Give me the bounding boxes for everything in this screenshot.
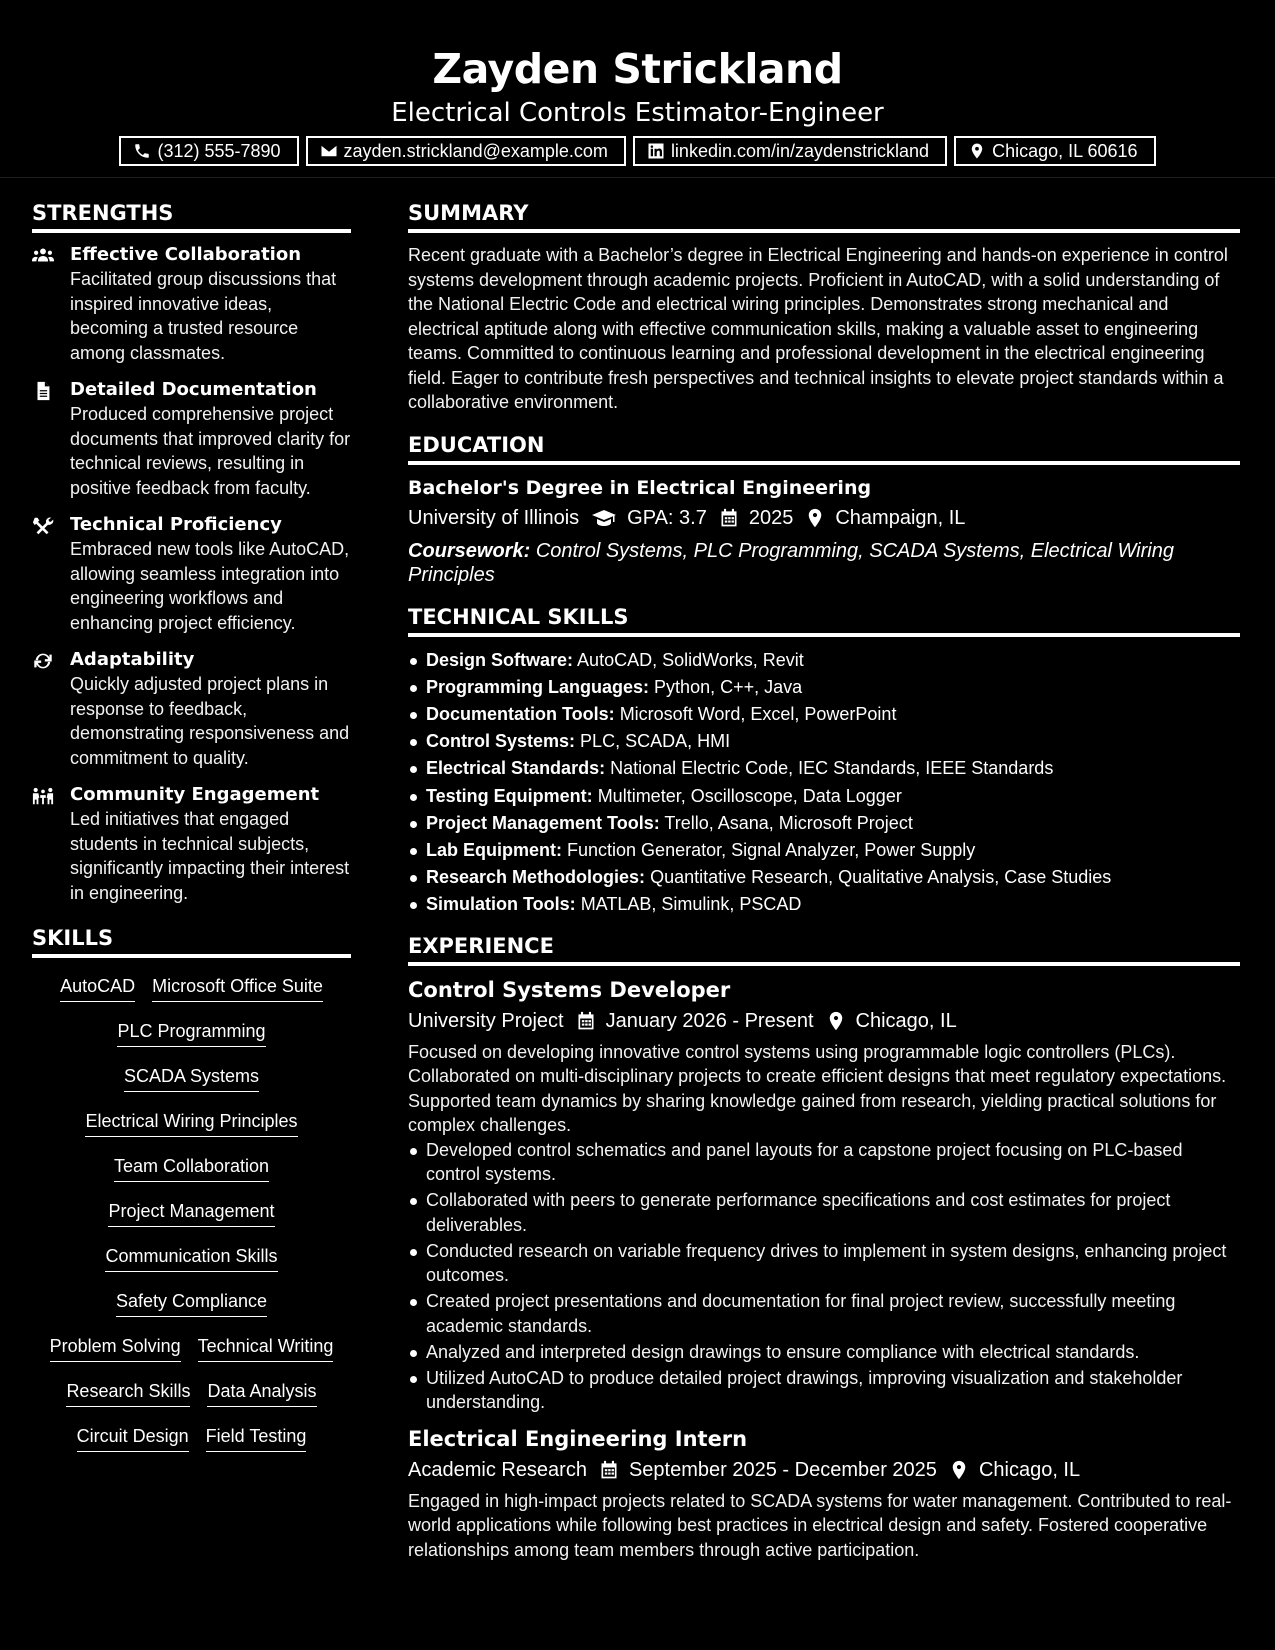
list-item: Collaborated with peers to generate performance specifications and cost estimates for project deliverables. [408, 1188, 1240, 1237]
skill-tag: Safety Compliance [116, 1289, 267, 1317]
list-item: Analyzed and interpreted design drawings to ensure compliance with electrical standards. [408, 1340, 1240, 1365]
list-item: Project Management Tools: Trello, Asana, Microsoft Project [408, 810, 1240, 837]
skill-tag: Field Testing [206, 1424, 307, 1452]
calendar-icon [719, 508, 739, 528]
list-item: Design Software: AutoCAD, SolidWorks, Revit [408, 647, 1240, 674]
skill-tag: Research Skills [66, 1379, 190, 1407]
education-heading: EDUCATION [408, 432, 1240, 465]
contact-bar [0, 136, 1275, 166]
job-dates: January 2026 - Present [605, 1009, 814, 1032]
map-pin-icon [949, 1460, 969, 1480]
contact-linkedin[interactable] [633, 136, 947, 166]
technical-skills-list [408, 647, 1240, 919]
contact-location[interactable] [954, 136, 1155, 166]
job-meta [408, 1455, 1240, 1485]
email-icon [320, 142, 338, 160]
skill-tag: AutoCAD [60, 974, 135, 1002]
education-year: 2025 [748, 506, 794, 529]
skills-heading: SKILLS [32, 925, 351, 958]
skill-tag: Data Analysis [207, 1379, 316, 1407]
users-icon [32, 246, 54, 266]
skill-tag: Problem Solving [50, 1334, 181, 1362]
list-item: Documentation Tools: Microsoft Word, Excel, PowerPoint [408, 701, 1240, 728]
education-degree: Bachelor's Degree in Electrical Engineering [408, 476, 872, 499]
map-pin-icon [826, 1011, 846, 1031]
job-dates: September 2025 - December 2025 [628, 1458, 937, 1481]
contact-email[interactable] [306, 136, 626, 166]
job-entry [408, 976, 1240, 1415]
strength-item [32, 378, 351, 500]
skill-tag: Electrical Wiring Principles [85, 1109, 297, 1137]
education-coursework [408, 539, 1240, 587]
strength-desc: Led initiatives that engaged students in technical subjects, significantly impacting their interest in engineering. [70, 809, 350, 903]
list-item: Utilized AutoCAD to produce detailed project drawings, improving visualization and stakeholder understanding. [408, 1366, 1240, 1415]
education-school: University of Illinois [408, 506, 580, 529]
strength-desc: Facilitated group discussions that inspired innovative ideas, becoming a trusted resource among classmates. [70, 269, 337, 363]
job-location: Chicago, IL [978, 1458, 1081, 1481]
strength-item [32, 783, 351, 905]
education-location: Champaign, IL [835, 506, 966, 529]
strength-title: Detailed Documentation [70, 379, 317, 400]
list-item: Research Methodologies: Quantitative Research, Qualitative Analysis, Case Studies [408, 864, 1240, 891]
left-column [32, 200, 351, 1469]
strength-desc: Produced comprehensive project documents that improved clarity for technical reviews, resulting in positive feedback from faculty. [70, 404, 351, 498]
job-title: Electrical Engineering Intern [408, 1426, 748, 1451]
tools-icon [32, 516, 54, 536]
list-item: Testing Equipment: Multimeter, Oscilloscope, Data Logger [408, 783, 1240, 810]
job-location: Chicago, IL [855, 1009, 957, 1032]
map-pin-icon [968, 142, 986, 160]
document-icon [32, 381, 54, 401]
strengths-heading: STRENGTHS [32, 200, 351, 233]
job-org: Academic Research [408, 1458, 587, 1481]
linkedin-text: linkedin.com/in/zaydenstrickland [670, 140, 930, 161]
skill-tag: Team Collaboration [114, 1154, 269, 1182]
skills-list [32, 974, 351, 1469]
contact-phone[interactable] [119, 136, 298, 166]
experience-heading: EXPERIENCE [408, 933, 1240, 966]
list-item: Lab Equipment: Function Generator, Signal Analyzer, Power Supply [408, 837, 1240, 864]
summary-text: Recent graduate with a Bachelor’s degree in Electrical Engineering and hands-on experience in control systems development through academic projects. Proficient in AutoCAD, with a solid understanding of the National Electric Code and electrical wiring principles. Demonstrates strong mechanical and electrical aptitude along with effective communication skills, making a valuable asset to engineering teams. Committed to continuous learning and professional development in the electrical engineering field. Eager to contribute fresh perspectives and technical insights to elevate project standards within a collaborative environment. [408, 245, 1228, 412]
strength-title: Technical Proficiency [70, 514, 282, 535]
job-description: Engaged in high-impact projects related to SCADA systems for water management. Contributed to real-world applications while following best practices in electrical design and safety. Fostered cooperative relationships among team members through active participation. [408, 1490, 1232, 1560]
map-pin-icon [805, 508, 825, 528]
email-text: zayden.strickland@example.com [343, 140, 608, 161]
skill-tag: Project Management [108, 1199, 274, 1227]
list-item: Control Systems: PLC, SCADA, HMI [408, 728, 1240, 755]
linkedin-icon [647, 142, 665, 160]
skill-tag: Communication Skills [105, 1244, 277, 1272]
education-meta [408, 503, 1240, 533]
strength-title: Community Engagement [70, 784, 320, 805]
strength-item [32, 513, 351, 635]
skill-tag: SCADA Systems [124, 1064, 259, 1092]
people-community-icon [32, 786, 54, 806]
phone-icon [133, 142, 151, 160]
resume-header [0, 0, 1275, 178]
skills-section [32, 925, 351, 1469]
skill-tag: Technical Writing [198, 1334, 334, 1362]
strength-desc: Quickly adjusted project plans in response to feedback, demonstrating responsiveness and commitment to quality. [70, 674, 350, 768]
calendar-icon [576, 1011, 596, 1031]
strength-item [32, 243, 351, 365]
list-item: Programming Languages: Python, C++, Java [408, 674, 1240, 701]
strength-title: Effective Collaboration [70, 244, 302, 265]
job-description: Focused on developing innovative control systems using programmable logic controllers (PLCs). Collaborated on multi-disciplinary projects to create efficient designs that meet regulatory expectations. Supported team dynamics by sharing knowledge gained from research, yielding practical solutions for complex challenges. [408, 1041, 1227, 1136]
calendar-icon [599, 1460, 619, 1480]
list-item: Simulation Tools: MATLAB, Simulink, PSCAD [408, 891, 1240, 918]
list-item: Electrical Standards: National Electric Code, IEC Standards, IEEE Standards [408, 755, 1240, 782]
sync-icon [32, 651, 54, 671]
job-title: Control Systems Developer [408, 977, 731, 1002]
coursework-label: Coursework: [408, 539, 531, 562]
location-text: Chicago, IL 60616 [992, 140, 1138, 161]
list-item: Conducted research on variable frequency drives to implement in system designs, enhancing project outcomes. [408, 1239, 1240, 1288]
job-entry [408, 1425, 1240, 1563]
graduation-cap-icon [591, 508, 617, 528]
job-org: University Project [408, 1009, 564, 1032]
coursework-list: Control Systems, PLC Programming, SCADA Systems, Electrical Wiring Principles [408, 539, 1174, 586]
candidate-name: Zayden Strickland [432, 45, 843, 93]
strength-title: Adaptability [70, 649, 195, 670]
candidate-title: Electrical Controls Estimator-Engineer [391, 98, 884, 128]
summary-heading: SUMMARY [408, 200, 1240, 233]
strength-item [32, 648, 351, 770]
skill-tag: Microsoft Office Suite [152, 974, 323, 1002]
list-item: Created project presentations and documentation for final project review, successfully meeting academic standards. [408, 1289, 1240, 1338]
phone-text: (312) 555-7890 [157, 140, 281, 161]
skill-tag: Circuit Design [77, 1424, 189, 1452]
education-gpa: GPA: 3.7 [627, 506, 707, 529]
job-bullets [408, 1138, 1240, 1415]
job-meta [408, 1006, 1240, 1036]
right-column [408, 200, 1240, 1562]
strength-desc: Embraced new tools like AutoCAD, allowing seamless integration into engineering workflows and enhancing project efficiency. [70, 539, 350, 633]
technical-skills-heading: TECHNICAL SKILLS [408, 604, 1240, 637]
skill-tag: PLC Programming [117, 1019, 265, 1047]
list-item: Developed control schematics and panel layouts for a capstone project focusing on PLC-based control systems. [408, 1138, 1240, 1187]
